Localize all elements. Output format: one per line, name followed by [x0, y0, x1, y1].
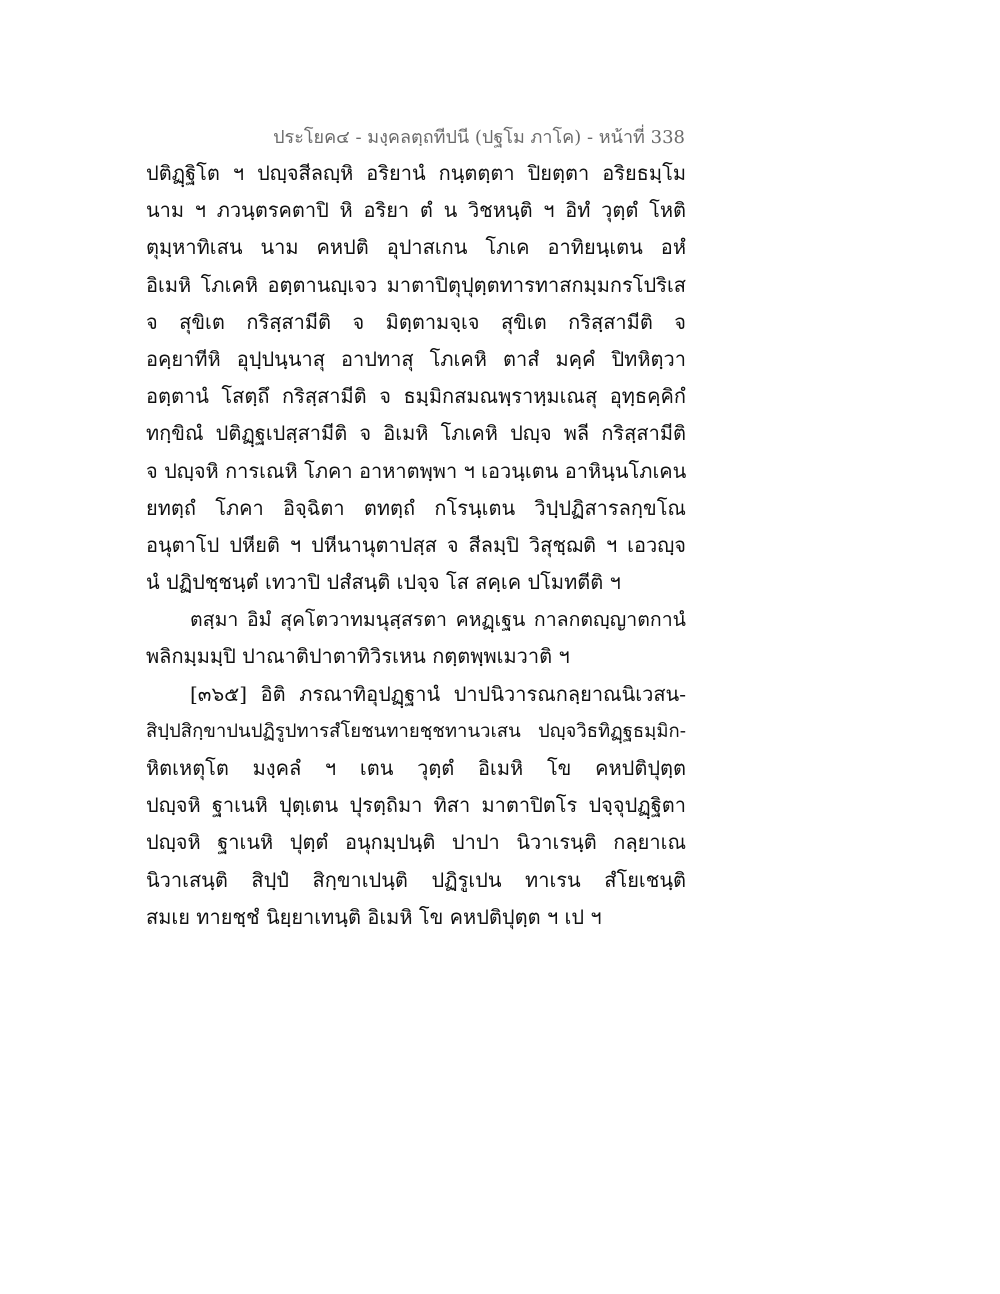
text-line: [๓๖๕] อิติ ภรณาทิอุปฏฺฐานํ ปาปนิวารณกลฺยาณนิเวสน- — [190, 681, 686, 706]
text-line: อิเมหิ โภเคหิ อตฺตานญฺเจว มาตาปิตุปุตฺตทารทาสกมฺมกรโปริเส — [146, 272, 686, 297]
text-line: ปติฏฺฐิโต ฯ ปญฺจสีลญฺหิ อริยานํ กนฺตตฺตา ปิยตฺตา อริยธมฺโม — [146, 161, 686, 185]
text-line: ยทตฺถํ โภคา อิจฺฉิตา ตทตฺถํ กโรนฺเตน วิปฺปฏิสารลกฺขโณ — [146, 495, 686, 520]
running-header: ประโยค๔ - มงฺคลตฺถทีปนี (ปฐโม ภาโค) - หน้าที่ 338 — [273, 127, 685, 148]
text-line: พลิกมฺมมฺปิ ปาณาติปาตาทิวิรเหน กตฺตพฺพเมวาติ ฯ — [146, 644, 570, 669]
text-line: ตสฺมา อิมํ สุคโตวาทมนุสฺสรตา คหฏฺเฐน กาลกตญฺญาตกานํ — [190, 608, 686, 632]
text-line: ตุมฺหาทิเสน นาม คหปติ อุปาสเกน โภเค อาทิยนฺเตน อหํ — [146, 235, 686, 260]
text-line: อนุตาโป ปหียติ ฯ ปหีนานุตาปสฺส จ สีลมฺปิ วิสุชฺฌติ ฯ เอวญฺจ — [146, 532, 686, 557]
text-line: นํ ปฏิปชฺชนฺตํ เทวาปิ ปสํสนฺติ เปจฺจ โส สคฺเค ปโมทตีติ ฯ — [146, 570, 621, 595]
text-line: อคฺยาทีหิ อุปฺปนฺนาสุ อาปทาสุ โภเคหิ ตาสํ มคฺคํ ปิทหิตฺวา — [146, 346, 686, 371]
text-line: ปญฺจหิ ฐาเนหิ ปุตฺเตน ปุรตฺถิมา ทิสา มาตาปิตโร ปจฺจุปฏฺฐิตา — [146, 793, 686, 818]
body-text — [146, 155, 686, 936]
text-line: จ สุขิเต กริสฺสามีติ จ มิตฺตามจฺเจ สุขิเต กริสฺสามีติ จ — [146, 309, 686, 334]
text-line: นิวาเสนฺติ สิปฺปํ สิกฺขาเปนฺติ ปฏิรูเปน ทาเรน สํโยเชนฺติ — [146, 867, 686, 892]
text-line: อตฺตานํ โสตฺถึ กริสฺสามีติ จ ธมฺมิกสมณพฺราหฺมเณสุ อุทฺธคฺคิกํ — [146, 384, 686, 409]
text-line: นาม ฯ ภวนฺตรคตาปิ หิ อริยา ตํ น วิชหนฺติ ฯ อิทํ วุตฺตํ โหติ — [146, 198, 686, 223]
text-line: จ ปญฺจหิ การเณหิ โภคา อาหาตพฺพา ฯ เอวนฺเตน อาหินฺนโภเคน — [146, 458, 686, 483]
text-line: ทกฺขิณํ ปติฏฺฐเปสฺสามีติ จ อิเมหิ โภเคหิ ปญฺจ พลี กริสฺสามีติ — [146, 421, 686, 446]
text-line: หิตเหตุโต มงฺคลํ ฯ เตน วุตฺตํ อิเมหิ โข คหปติปุตฺต — [146, 756, 686, 780]
text-line: สมเย ทายชฺชํ นิยฺยาเทนฺติ อิเมหิ โข คหปติปุตฺต ฯ เป ฯ — [146, 904, 602, 929]
text-line: ปญฺจหิ ฐาเนหิ ปุตฺตํ อนุกมฺปนฺติ ปาปา นิวาเรนฺติ กลฺยาเณ — [146, 830, 686, 855]
text-line: สิปฺปสิกฺขาปนปฏิรูปทารสํโยชนทายชฺชทานวเสน ปญฺจวิธทิฏฺฐธมฺมิก- — [146, 720, 686, 742]
